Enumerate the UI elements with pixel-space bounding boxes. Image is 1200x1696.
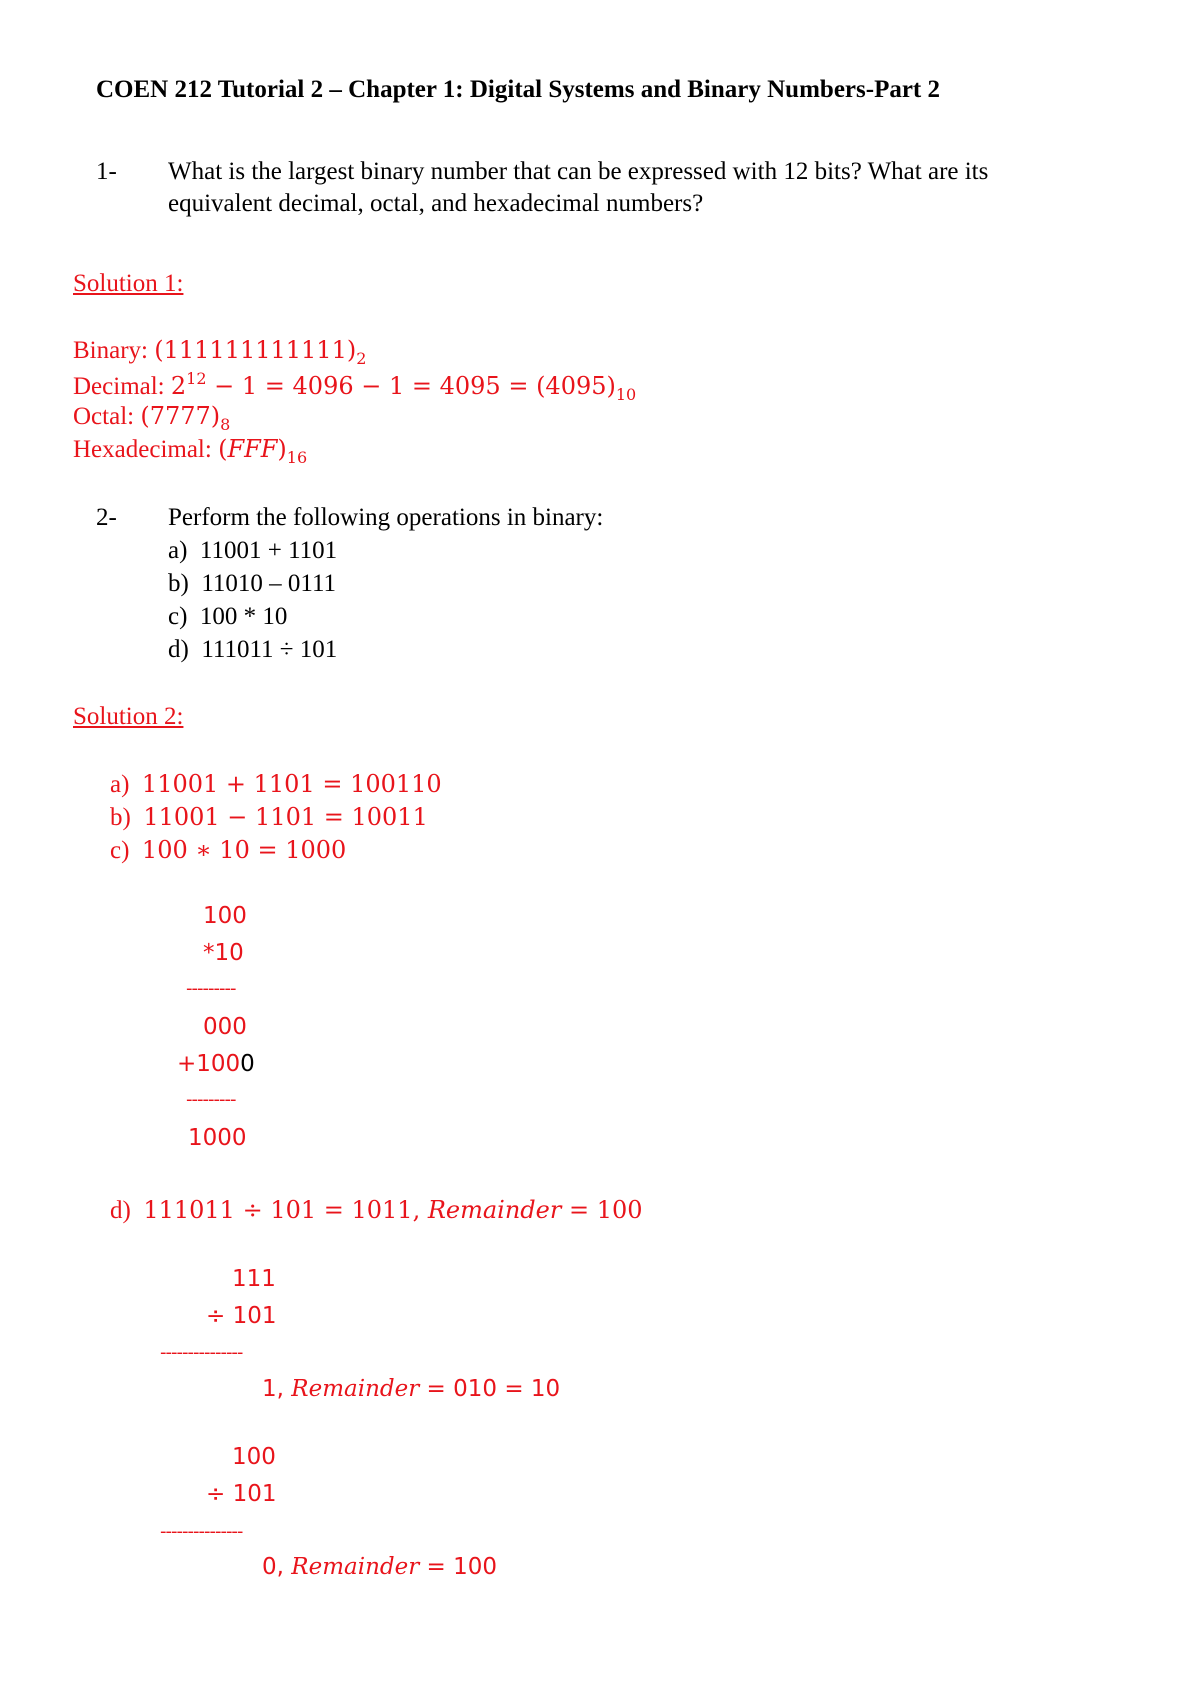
remainder-value: = 100: [561, 1196, 643, 1224]
div1-result: [262, 1376, 560, 1402]
div1-remainder-word: Remainder: [291, 1376, 420, 1402]
item-label: c): [110, 837, 130, 864]
item-label: b): [110, 804, 131, 831]
mult-row-4-red: +100: [177, 1051, 241, 1077]
div2-divider: ---------------: [160, 1521, 243, 1542]
item-label: a): [110, 771, 130, 798]
div1-result-quotient: 1,: [262, 1376, 292, 1402]
hex-label: Hexadecimal:: [73, 436, 219, 463]
solution-1-hex: [73, 435, 307, 467]
binary-value: (111111111111): [154, 336, 357, 364]
decimal-base-number: 2: [170, 372, 187, 400]
div2-row-2: ÷ 101: [206, 1481, 277, 1507]
item-label: d): [110, 1197, 131, 1224]
item-text: 111011 ÷ 101: [201, 636, 338, 663]
item-text: 100 * 10: [199, 603, 288, 630]
solution-2-b: [110, 803, 428, 832]
mult-row-4: [177, 1051, 255, 1077]
binary-label: Binary:: [73, 337, 155, 364]
item-label: c): [168, 603, 188, 630]
question-1-line-2: equivalent decimal, octal, and hexadecimal numbers?: [168, 190, 704, 217]
octal-base: 8: [220, 415, 231, 434]
octal-value: (7777): [140, 402, 221, 430]
question-2-item-d: [168, 636, 337, 664]
solution-1-octal: [73, 402, 230, 434]
question-2-item-b: [168, 570, 336, 598]
div1-row-2: ÷ 101: [206, 1303, 277, 1329]
mult-row-2: *10: [203, 940, 244, 966]
solution-1-binary: [73, 336, 366, 368]
page-title: COEN 212 Tutorial 2 – Chapter 1: Digital Systems and Binary Numbers-Part 2: [96, 76, 941, 103]
div1-remainder-value: = 010 = 10: [419, 1376, 561, 1402]
hex-value: FFF: [227, 435, 278, 463]
decimal-base: 10: [615, 385, 637, 404]
item-label: d): [168, 636, 189, 663]
decimal-label: Decimal:: [73, 373, 171, 400]
question-1-number: 1-: [96, 158, 117, 185]
mult-row-1: 100: [203, 903, 247, 929]
mult-divider-2: ---------: [186, 1089, 236, 1110]
div2-remainder-word: Remainder: [291, 1554, 420, 1580]
item-text: 11010 – 0111: [201, 570, 337, 597]
question-2-number: 2-: [96, 504, 117, 531]
div2-row-1: 100: [232, 1444, 276, 1470]
item-text: 11001 + 1101: [199, 537, 338, 564]
mult-result: 1000: [188, 1125, 247, 1151]
solution-2-a: [110, 770, 442, 799]
item-equation: 100 ∗ 10 = 1000: [141, 836, 347, 864]
question-2-item-c: [168, 603, 287, 631]
item-equation: 11001 − 1101 = 10011: [143, 803, 428, 831]
mult-divider-1: ---------: [186, 978, 236, 999]
question-1-line-1: What is the largest binary number that can be expressed with 12 bits? What are its: [168, 158, 989, 185]
div2-remainder-value: = 100: [419, 1554, 498, 1580]
div1-divider: ---------------: [160, 1342, 243, 1363]
hex-open-paren: (: [218, 435, 228, 463]
solution-2-c: [110, 836, 346, 865]
item-equation: 11001 + 1101 = 100110: [141, 770, 442, 798]
decimal-exponent: 12: [186, 369, 207, 388]
octal-label: Octal:: [73, 403, 141, 430]
div2-result: [262, 1554, 497, 1580]
solution-2-heading: Solution 2:: [73, 703, 184, 730]
solution-2-d: [110, 1196, 643, 1225]
item-equation: 111011 ÷ 101 = 1011,: [143, 1196, 428, 1224]
remainder-word: Remainder: [427, 1196, 562, 1224]
hex-base: 16: [286, 448, 308, 467]
solution-1-decimal: [73, 369, 636, 404]
decimal-expression: − 1 = 4096 − 1 = 4095 = (4095): [206, 372, 616, 400]
div1-row-1: 111: [232, 1266, 276, 1292]
item-label: a): [168, 537, 188, 564]
div2-result-quotient: 0,: [262, 1554, 292, 1580]
mult-row-3: 000: [203, 1014, 247, 1040]
item-label: b): [168, 570, 189, 597]
mult-row-4-black: 0: [240, 1051, 255, 1077]
binary-base: 2: [356, 349, 367, 368]
hex-close-paren: ): [277, 435, 287, 463]
solution-1-heading: Solution 1:: [73, 270, 184, 297]
question-2-prompt: Perform the following operations in binary:: [168, 504, 604, 531]
question-2-item-a: [168, 537, 337, 565]
